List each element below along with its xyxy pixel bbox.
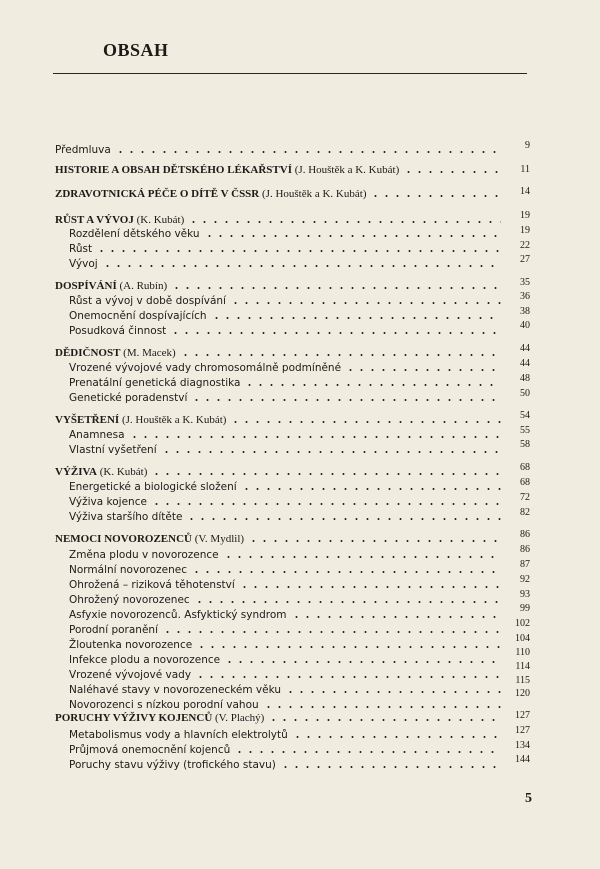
toc-chapter-heading	[55, 214, 184, 226]
dot-leader	[230, 421, 501, 423]
dot-leader	[285, 691, 501, 693]
toc-entry-row[interactable]	[55, 142, 505, 156]
dot-leader	[345, 369, 501, 371]
entry-title: Výživa staršího dítěte	[69, 511, 183, 523]
page-ref: 115	[515, 675, 530, 686]
toc-entry-row[interactable]	[69, 667, 505, 681]
page-ref: 35	[520, 277, 530, 288]
entry-title: Poruchy stavu výživy (trofického stavu)	[69, 759, 276, 771]
page-ref: 144	[515, 754, 530, 765]
page-ref: 44	[520, 358, 530, 369]
chapter-authors: (M. Macek)	[123, 347, 176, 359]
entry-title: Změna plodu v novorozence	[69, 549, 219, 561]
chapter-title: ZDRAVOTNICKÁ PÉČE O DÍTĚ V ČSSR	[55, 188, 260, 200]
chapter-title: PORUCHY VÝŽIVY KOJENCŮ	[55, 712, 213, 724]
toc-chapter-row[interactable]	[55, 278, 505, 292]
page-ref: 38	[520, 306, 530, 317]
toc-chapter-row[interactable]	[55, 710, 505, 724]
chapter-title: HISTORIE A OBSAH DĚTSKÉHO LÉKAŘSTVÍ	[55, 164, 292, 176]
toc-entry-row[interactable]	[69, 727, 505, 741]
page-ref: 114	[515, 661, 530, 672]
chapter-title: VYŠETŘENÍ	[55, 414, 120, 426]
toc-entry-row[interactable]	[69, 742, 505, 756]
page-ref: 54	[520, 410, 530, 421]
page-ref: 27	[520, 254, 530, 265]
toc-entry-row[interactable]	[69, 697, 505, 711]
dot-leader	[239, 586, 501, 588]
toc-entry-row[interactable]	[69, 241, 505, 255]
chapter-title: NEMOCI NOVOROZENCŮ	[55, 533, 192, 545]
dot-leader	[224, 661, 501, 663]
toc-entry-row[interactable]	[69, 427, 505, 441]
toc-chapter-row[interactable]	[55, 162, 505, 176]
page-number: 5	[525, 791, 532, 806]
chapter-authors: (V. Mydlil)	[194, 533, 245, 545]
dot-leader	[263, 706, 501, 708]
dot-leader	[268, 719, 501, 721]
entry-title: Růst a vývoj v době dospívání	[69, 295, 226, 307]
page-ref: 86	[520, 544, 530, 555]
entry-title: Infekce plodu a novorozence	[69, 654, 221, 666]
page-ref: 44	[520, 343, 530, 354]
chapter-title: RŮST A VÝVOJ	[55, 214, 134, 226]
toc-entry-row[interactable]	[69, 577, 505, 591]
page-title: OBSAH	[103, 40, 169, 60]
toc-chapter-heading	[55, 164, 399, 176]
page-ref: 120	[515, 688, 530, 699]
dot-leader	[403, 171, 501, 173]
toc-entry-row[interactable]	[69, 652, 505, 666]
toc-chapter-row[interactable]	[55, 464, 505, 478]
dot-leader	[280, 766, 501, 768]
entry-title: Vlastní vyšetření	[69, 444, 157, 456]
toc-chapter-heading	[55, 466, 147, 478]
page-ref: 9	[525, 140, 530, 151]
page-ref: 127	[515, 725, 530, 736]
dot-leader	[102, 265, 501, 267]
entry-title: Výživa kojence	[69, 496, 147, 508]
dot-leader	[115, 151, 501, 153]
dot-leader	[191, 399, 501, 401]
chapter-authors: (J. Houštěk a K. Kubát)	[262, 188, 367, 200]
toc-entry-row[interactable]	[69, 226, 505, 240]
entry-title: Prenatální genetická diagnostika	[69, 377, 241, 389]
dot-leader	[161, 451, 501, 453]
page-ref: 134	[515, 740, 530, 751]
toc-entry-row[interactable]	[69, 607, 505, 621]
page-ref: 127	[515, 710, 530, 721]
page-ref: 110	[515, 647, 530, 658]
dot-leader	[194, 601, 501, 603]
toc-entry-row[interactable]	[69, 442, 505, 456]
page-ref: 72	[520, 492, 530, 503]
toc-entry-row[interactable]	[69, 293, 505, 307]
entry-title: Onemocnění dospívajících	[69, 310, 207, 322]
dot-leader	[244, 384, 501, 386]
dot-leader	[248, 540, 501, 542]
entry-title: Novorozenci s nízkou porodní vahou	[69, 699, 259, 711]
entry-title: Ohrožená – riziková těhotenství	[69, 579, 235, 591]
entry-title: Anamnesa	[69, 429, 125, 441]
page-ref: 11	[520, 164, 530, 175]
chapter-authors: (V. Plachý)	[215, 712, 265, 724]
dot-leader	[151, 503, 501, 505]
entry-title: Předmluva	[55, 144, 111, 156]
chapter-authors: (J. Houštěk a K. Kubát)	[294, 164, 400, 176]
entry-title: Posudková činnost	[69, 325, 167, 337]
dot-leader	[223, 556, 501, 558]
dot-leader	[370, 195, 501, 197]
dot-leader	[291, 616, 501, 618]
toc-entry-row[interactable]	[69, 494, 505, 508]
entry-title: Normální novorozenec	[69, 564, 187, 576]
toc-entry-row[interactable]	[69, 757, 505, 771]
toc-entry-row[interactable]	[69, 323, 505, 337]
chapter-authors: (A. Rubín)	[119, 280, 168, 292]
dot-leader	[191, 571, 501, 573]
page-ref: 19	[520, 225, 530, 236]
page-ref: 92	[520, 574, 530, 585]
dot-leader	[234, 751, 501, 753]
chapter-title: DĚDIČNOST	[55, 347, 121, 359]
entry-title: Průjmová onemocnění kojenců	[69, 744, 231, 756]
entry-title: Metabolismus vody a hlavních elektrolytů	[69, 729, 288, 741]
toc-chapter-row[interactable]	[55, 186, 505, 200]
chapter-authors: (J. Houštěk a K. Kubát)	[121, 414, 227, 426]
entry-title: Růst	[69, 243, 93, 255]
toc-entry-row[interactable]	[69, 509, 505, 523]
dot-leader	[180, 354, 501, 356]
toc-chapter-heading	[55, 188, 366, 200]
toc-entry-row[interactable]	[69, 562, 505, 576]
page-ref: 68	[520, 477, 530, 488]
chapter-authors: (K. Kubát)	[136, 214, 185, 226]
dot-leader	[188, 221, 501, 223]
dot-leader	[151, 473, 501, 475]
chapter-authors: (K. Kubát)	[99, 466, 148, 478]
dot-leader	[186, 518, 501, 520]
page-ref: 22	[520, 240, 530, 251]
dot-leader	[292, 736, 501, 738]
page-ref: 50	[520, 388, 530, 399]
toc-chapter-heading	[55, 280, 167, 292]
page-ref: 58	[520, 439, 530, 450]
toc-entry-row[interactable]	[69, 375, 505, 389]
toc-entry-row[interactable]	[69, 592, 505, 606]
toc-chapter-heading	[55, 533, 244, 545]
page-ref: 86	[520, 529, 530, 540]
dot-leader	[195, 676, 501, 678]
page-ref: 40	[520, 320, 530, 331]
chapter-title: VÝŽIVA	[55, 466, 97, 478]
page-ref: 55	[520, 425, 530, 436]
toc-chapter-heading	[55, 414, 226, 426]
dot-leader	[211, 317, 501, 319]
page-ref: 104	[515, 633, 530, 644]
dot-leader	[230, 302, 501, 304]
page-ref: 48	[520, 373, 530, 384]
toc-entry-row[interactable]	[69, 256, 505, 270]
entry-title: Genetické poradenství	[69, 392, 188, 404]
entry-title: Vývoj	[69, 258, 98, 270]
dot-leader	[196, 646, 501, 648]
toc-entry-row[interactable]	[69, 547, 505, 561]
toc-entry-row[interactable]	[69, 479, 505, 493]
page-ref: 87	[520, 559, 530, 570]
entry-title: Energetické a biologické složení	[69, 481, 237, 493]
page-ref: 19	[520, 210, 530, 221]
toc-chapter-row[interactable]	[55, 531, 505, 545]
toc-chapter-row[interactable]	[55, 412, 505, 426]
toc-entry-row[interactable]	[69, 390, 505, 404]
dot-leader	[162, 631, 501, 633]
entry-title: Vrozené vývojové vady chromosomálně podmíněné	[69, 362, 342, 374]
dot-leader	[204, 235, 501, 237]
entry-title: Asfyxie novorozenců. Asfyktický syndrom	[69, 609, 287, 621]
toc-chapter-heading	[55, 347, 176, 359]
page-ref: 36	[520, 291, 530, 302]
dot-leader	[171, 287, 501, 289]
dot-leader	[96, 250, 501, 252]
page-ref: 102	[515, 618, 530, 629]
entry-title: Porodní poranění	[69, 624, 158, 636]
toc-entry-row[interactable]	[69, 637, 505, 651]
dot-leader	[241, 488, 501, 490]
entry-title: Naléhavé stavy v novorozeneckém věku	[69, 684, 282, 696]
entry-title: Ohrožený novorozenec	[69, 594, 190, 606]
dot-leader	[170, 332, 501, 334]
page-ref: 99	[520, 603, 530, 614]
chapter-title: DOSPÍVÁNÍ	[55, 280, 117, 292]
page-ref: 14	[520, 186, 530, 197]
page-ref: 93	[520, 589, 530, 600]
toc-entry-row[interactable]	[69, 360, 505, 374]
page-ref: 68	[520, 462, 530, 473]
toc-entry-row[interactable]	[69, 308, 505, 322]
toc-entry-row[interactable]	[69, 622, 505, 636]
title-rule	[53, 73, 527, 74]
dot-leader	[129, 436, 501, 438]
page-ref: 82	[520, 507, 530, 518]
entry-title: Žloutenka novorozence	[69, 639, 193, 651]
toc-entry-row[interactable]	[69, 682, 505, 696]
toc-chapter-row[interactable]	[55, 212, 505, 226]
toc-chapter-row[interactable]	[55, 345, 505, 359]
entry-title: Rozdělení dětského věku	[69, 228, 200, 240]
entry-title: Vrozené vývojové vady	[69, 669, 192, 681]
toc-chapter-heading	[55, 712, 264, 724]
